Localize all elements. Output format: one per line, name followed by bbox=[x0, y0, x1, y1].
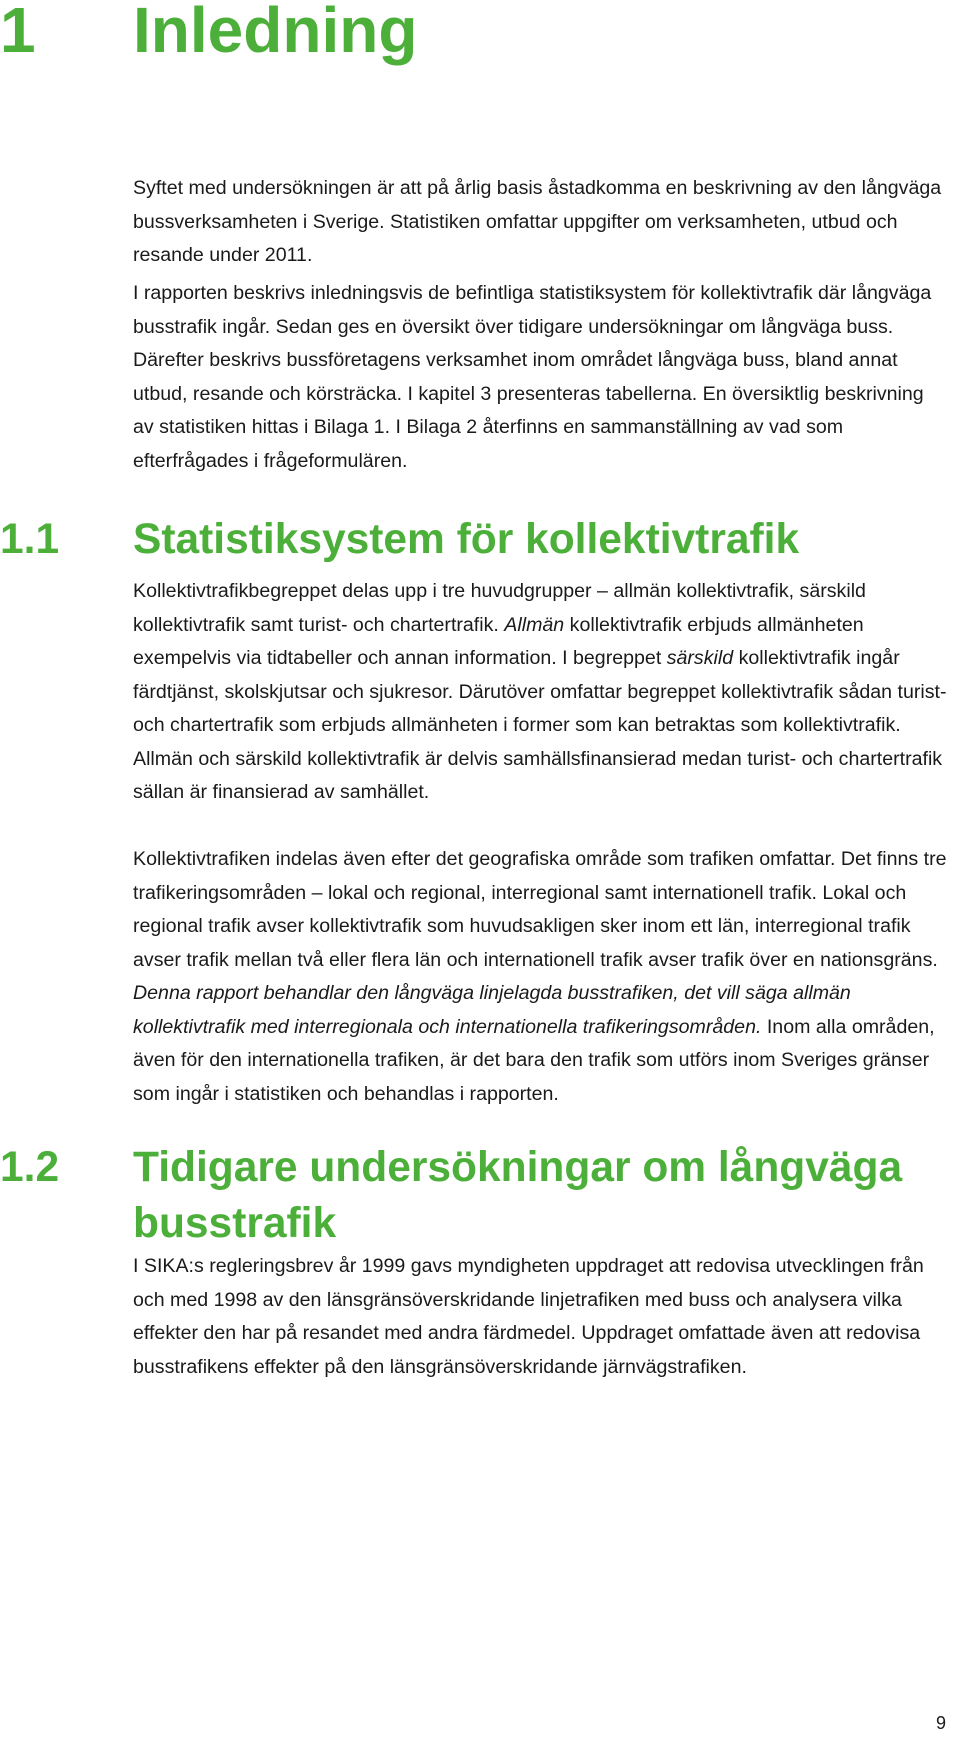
text-run: kollektivtrafik erbjuds allmänheten exempelvis via tidtabeller och annan information. I begreppet bbox=[133, 613, 864, 669]
section-1-2-paragraph-1: I SIKA:s regleringsbrev år 1999 gavs myndigheten uppdraget att redovisa utvecklingen från och med 1998 av den länsgränsöverskridande linjetrafiken med buss och analysera vilka effekter den har på resandet med andra färdmedel. Uppdraget omfattade även att redovisa busstrafikens effekter på den länsgränsöverskridande järnvägstrafiken. bbox=[133, 1255, 924, 1378]
chapter-number: 1 bbox=[0, 0, 36, 66]
text-run: kollektivtrafik ingår färdtjänst, skolskjutsar och sjukresor. Därutöver omfattar begreppet kollektivtrafik sådan turist- och chartertrafik som erbjuds allmänheten i former som kan betraktas som kollektivtrafik. Allmän och särskild kollektivtrafik är delvis samhällsfinansierad medan turist- och chartertrafik sällan är finansierad av samhället. bbox=[133, 647, 947, 803]
text-run: Kollektivtrafikbegreppet delas upp i tre huvudgrupper – allmän kollektivtrafik, särskild kollektivtrafik samt turist- och chartertrafik. bbox=[133, 580, 866, 636]
intro-paragraph-2: I rapporten beskrivs inledningsvis de befintliga statistiksystem för kollektivtrafik där långväga busstrafik ingår. Sedan ges en översikt över tidigare undersökningar om långväga buss. Därefter beskrivs bussföretagens verksamhet inom området långväga buss, bland annat utbud, resande och körsträcka. I kapitel 3 presenteras tabellerna. En översiktlig beskrivning av statistiken hittas i Bilaga 1. I Bilaga 2 återfinns en sammanställning av vad som efterfrågades i frågeformulären. bbox=[133, 282, 932, 472]
text-run: Inom alla områden, även för den internationella trafiken, är det bara den trafik som utförs inom Sveriges gränser som ingår i statistiken och behandlas i rapporten. bbox=[133, 1015, 935, 1105]
section-1-2-number: 1.2 bbox=[0, 1144, 60, 1191]
page-number: 9 bbox=[935, 1713, 946, 1733]
italic-sarskild: särskild bbox=[666, 647, 734, 669]
intro-paragraph-1: Syftet med undersökningen är att på årlig basis åstadkomma en beskrivning av den långväga bussverksamheten i Sverige. Statistiken omfattar uppgifter om verksamheten, utbud och resande under 2011. bbox=[133, 177, 942, 266]
chapter-heading bbox=[0, 0, 417, 66]
italic-scope-statement: Denna rapport behandlar den långväga linjelagda busstrafiken, det vill säga allmän kollektivtrafik med interregionala och internationella trafikeringsområden. bbox=[133, 982, 851, 1038]
text-run: Kollektivtrafiken indelas även efter det geografiska område som trafiken omfattar. Det finns tre trafikeringsområden – lokal och regional, interregional samt internationell trafik. Lokal och regional trafik avser kollektivtrafik som huvudsakligen sker inom ett län, interregional trafik avser trafik mellan två eller flera län och internationell trafik avser trafik över en nationsgräns. bbox=[133, 848, 947, 971]
section-1-2-title: Tidigare undersökningar om långväga busstrafik bbox=[133, 1144, 903, 1247]
italic-allman: Allmän bbox=[504, 613, 565, 636]
section-1-1-paragraph-2 bbox=[133, 843, 948, 1111]
section-1-1-paragraph-1 bbox=[133, 575, 948, 810]
section-1-1-number: 1.1 bbox=[0, 516, 60, 563]
section-1-1-title: Statistiksystem för kollektivtrafik bbox=[133, 516, 800, 563]
chapter-title: Inledning bbox=[133, 0, 418, 66]
